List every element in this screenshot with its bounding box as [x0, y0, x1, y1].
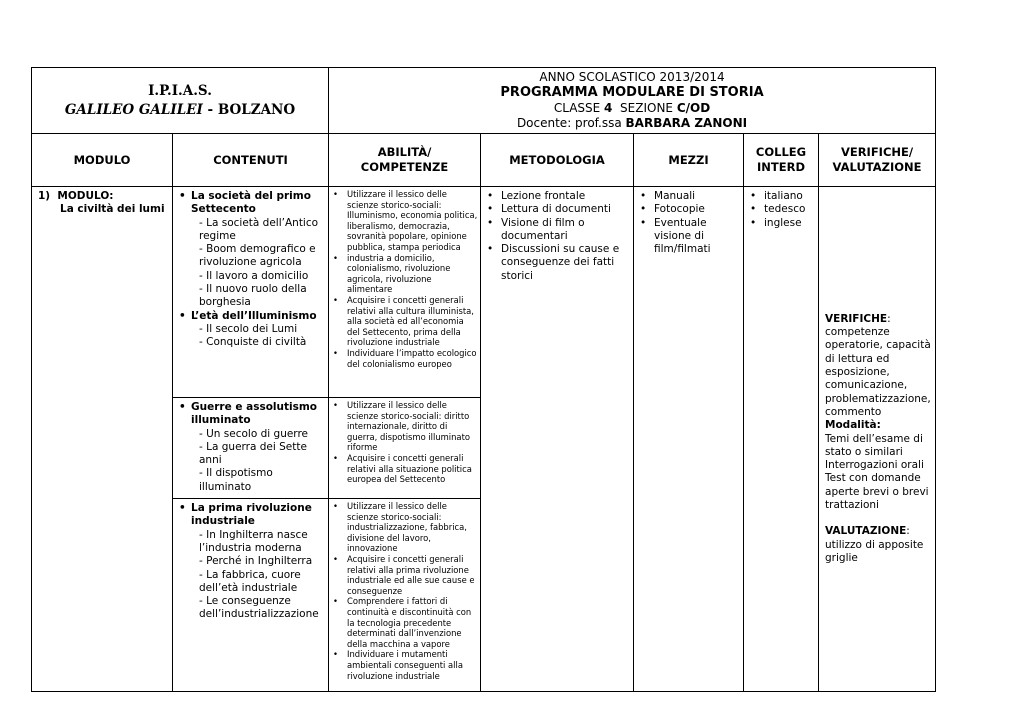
- contenuti-subtopic: - Il nuovo ruolo della borghesia: [199, 283, 307, 309]
- valutazione-block: [825, 525, 931, 538]
- school-subname: GALILEO GALILEI: [64, 101, 203, 118]
- module-cell: [32, 187, 173, 692]
- metodologia-item: • Lettura di documenti: [487, 203, 631, 216]
- module-label: MODULO:: [57, 190, 114, 202]
- colleg-cell: [744, 187, 819, 692]
- col-abilita: [329, 134, 481, 187]
- col-abilita-line1: ABILITÀ/: [377, 145, 432, 159]
- mezzi-item: • Manuali: [640, 190, 741, 203]
- teacher-line: [329, 116, 935, 132]
- abilita-list: [333, 189, 478, 369]
- col-verifiche-line2: VALUTAZIONE: [832, 160, 922, 174]
- school-subtitle: [32, 101, 328, 120]
- contenuti-subtopic: - Il secolo dei Lumi: [199, 322, 298, 335]
- module-label-line: [38, 190, 168, 203]
- abilita-item: • Acquisire i concetti generali relativi alla prima rivoluzione industriale ed alle sue cause e conseguenze: [333, 554, 478, 596]
- abilita-list: [333, 400, 478, 485]
- mezzi-item: • Fotocopie: [640, 203, 741, 216]
- column-header-row: [32, 134, 936, 187]
- abilita-item: • Utilizzare il lessico delle scienze storico-sociali: diritto internazionale, diritto di guerra, dispotismo illuminato riforme: [333, 400, 478, 453]
- col-metodologia: METODOLOGIA: [481, 134, 634, 187]
- contenuti-subtopic: - La società dell’Antico regime: [199, 216, 319, 242]
- contenuti-topic: • La società del primo Settecento: [179, 190, 326, 217]
- metodologia-cell: [481, 187, 634, 692]
- contenuti-subtopic: - Perché in Inghilterra: [199, 555, 313, 568]
- metodologia-list: [487, 190, 631, 283]
- abilita-item: • Utilizzare il lessico delle scienze storico-sociali: Illuminismo, economia politica, liberalismo, democrazia, sovranità popolare, opinione pubblica, stampa periodica: [333, 189, 478, 253]
- contenuti-subtopic: - Un secolo di guerre: [199, 427, 308, 440]
- valutazione-label: VALUTAZIONE: [825, 525, 907, 538]
- abilita-list: [333, 501, 478, 681]
- section-value: C/OD: [676, 100, 711, 115]
- verifiche-label: VERIFICHE: [825, 312, 888, 325]
- col-contenuti: CONTENUTI: [173, 134, 329, 187]
- contenuti-subtopic: - Boom demografico e rivoluzione agricola: [199, 243, 316, 269]
- contenuti-list: [179, 401, 326, 428]
- contenuti-list: [179, 310, 326, 323]
- contenuti-list: [179, 190, 326, 217]
- abilita-cell: [329, 187, 481, 398]
- colleg-list: [750, 190, 816, 230]
- col-abilita-line2: COMPETENZE: [360, 160, 449, 174]
- teacher-prefix: Docente: prof.ssa: [516, 116, 626, 130]
- col-modulo: MODULO: [32, 134, 173, 187]
- metodologia-item: • Discussioni su cause e conseguenze dei fatti storici: [487, 243, 631, 283]
- col-mezzi: MEZZI: [634, 134, 744, 187]
- teacher-name: BARBARA ZANONI: [625, 116, 748, 130]
- contenuti-subtopic: - La guerra dei Sette anni: [199, 440, 307, 467]
- contenuti-cell: [173, 187, 329, 398]
- spacer: [825, 512, 931, 525]
- abilita-cell: [329, 398, 481, 499]
- mezzi-cell: [634, 187, 744, 692]
- section-prefix: SEZIONE: [612, 100, 677, 115]
- abilita-item: • Acquisire i concetti generali relativi alla situazione politica europea del Settecento: [333, 453, 478, 485]
- class-line: [329, 101, 935, 117]
- table-row: [32, 187, 936, 398]
- verifiche-cell: [819, 187, 936, 692]
- contenuti-cell: [173, 499, 329, 692]
- school-city: - BOLZANO: [202, 101, 296, 118]
- valutazione-text: utilizzo di apposite griglie: [825, 538, 924, 564]
- school-year: ANNO SCOLASTICO 2013/2014: [539, 69, 725, 84]
- colleg-item: • tedesco: [750, 203, 816, 216]
- mezzi-list: [640, 190, 741, 256]
- modalita-text: Temi dell’esame di stato o similari Interrogazioni orali Test con domande aperte brevi o brevi trattazioni: [825, 432, 929, 512]
- contenuti-subtopic: - Il dispotismo illuminato: [199, 467, 273, 493]
- metodologia-item: • Lezione frontale: [487, 190, 631, 203]
- school-name: I.P.I.A.S.: [148, 82, 212, 99]
- colleg-item: • inglese: [750, 217, 816, 230]
- program-info-cell: [329, 68, 936, 134]
- contenuti-topic: • Guerre e assolutismo illuminato: [179, 401, 326, 428]
- contenuti-subtopic: - Il lavoro a domicilio: [199, 269, 309, 282]
- metodologia-item: • Visione di film o documentari: [487, 217, 631, 244]
- contenuti-list: [179, 502, 326, 529]
- abilita-item: • Individuare l’impatto ecologico del colonialismo europeo: [333, 348, 478, 369]
- valutazione-colon: :: [906, 525, 910, 538]
- mezzi-item: • Eventuale visione di film/filmati: [640, 217, 741, 257]
- class-prefix: CLASSE: [553, 100, 605, 115]
- header-row: [32, 68, 936, 134]
- school-cell: [32, 68, 329, 134]
- abilita-item: • Acquisire i concetti generali relativi alla cultura illuminista, alla società ed all’economia del Settecento, prima della rivoluzione industriale: [333, 295, 478, 348]
- contenuti-subtopic: - La fabbrica, cuore dell’età industriale: [199, 568, 301, 594]
- program-title: PROGRAMMA MODULARE DI STORIA: [500, 85, 764, 100]
- contenuti-topic: • La prima rivoluzione industriale: [179, 502, 326, 529]
- modalita-label: [825, 419, 931, 432]
- col-colleg-line2: INTERD: [757, 160, 806, 174]
- abilita-item: • Utilizzare il lessico delle scienze storico-sociali: industrializzazione, fabbrica, divisione del lavoro, innovazione: [333, 501, 478, 554]
- col-verifiche-line1: VERIFICHE/: [840, 145, 914, 159]
- class-number: 4: [604, 100, 613, 115]
- col-colleg-line1: COLLEG: [755, 145, 807, 159]
- modalita-label-text: Modalità:: [825, 419, 881, 432]
- module-name: La civiltà dei lumi: [60, 203, 165, 215]
- col-verifiche: [819, 134, 936, 187]
- contenuti-cell: [173, 398, 329, 499]
- abilita-item: • Individuare i mutamenti ambientali conseguenti alla rivoluzione industriale: [333, 649, 478, 681]
- program-table: [31, 67, 936, 692]
- verifiche-text: competenze operatorie, capacità di lettura ed esposizione, comunicazione, problematizzazione, commento: [825, 326, 931, 418]
- verifiche-colon: :: [887, 312, 891, 325]
- contenuti-subtopic: - In Inghilterra nasce l’industria moderna: [199, 528, 308, 554]
- abilita-cell: [329, 499, 481, 692]
- colleg-item: • italiano: [750, 190, 816, 203]
- col-colleg: [744, 134, 819, 187]
- abilita-item: • Comprendere i fattori di continuità e discontinuità con la tecnologia precedente determinati dall’invenzione della macchina a vapore: [333, 596, 478, 649]
- contenuti-topic: • L’età dell’Illuminismo: [179, 310, 326, 323]
- contenuti-subtopic: - Le conseguenze dell’industrializzazione: [199, 595, 319, 621]
- contenuti-subtopic: - Conquiste di civiltà: [199, 336, 307, 349]
- abilita-item: • industria a domicilio, colonialismo, rivoluzione agricola, rivoluzione alimentare: [333, 253, 478, 295]
- verifiche-block: [825, 313, 931, 326]
- module-number: 1): [38, 190, 51, 202]
